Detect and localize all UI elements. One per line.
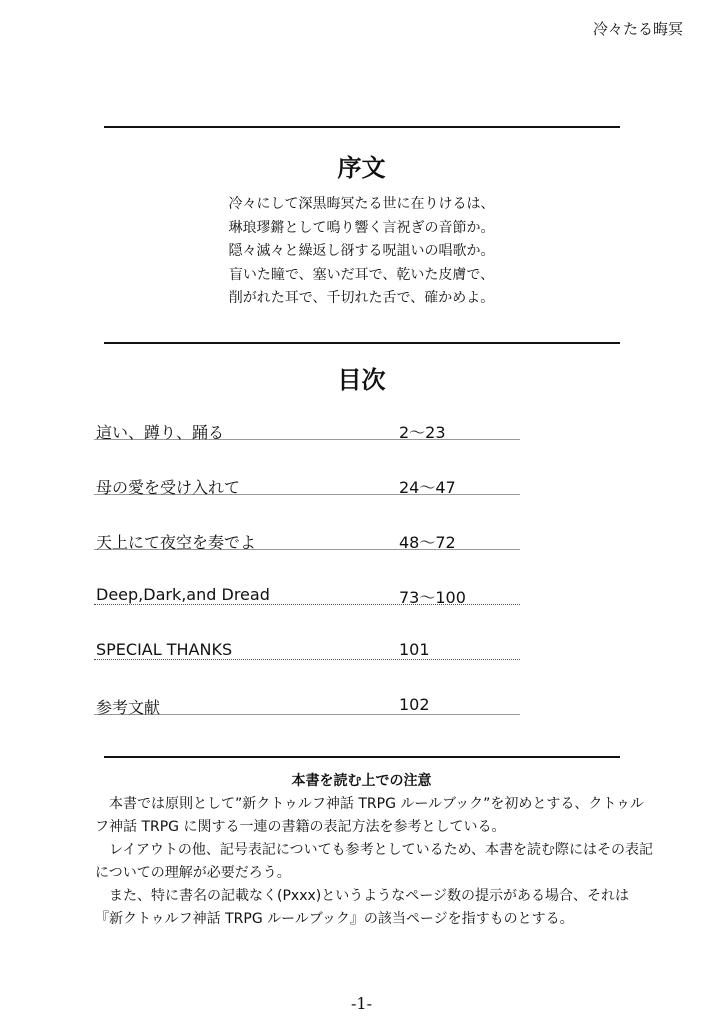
notice-paragraph: レイアウトの他、記号表記についても参考としているため、本書を読む際にはその表記についての理解が必要だろう。 [95,842,654,881]
toc-entry-title: Deep,Dark,and Dread [96,585,270,604]
toc-title: 目次 [337,366,386,394]
toc-entry-pages: 101 [399,640,430,659]
toc-entry-pages: 2～23 [399,423,446,442]
toc-entry[interactable] [94,640,520,695]
running-title: 冷々たる晦冥 [592,20,683,38]
toc-entry[interactable] [94,420,520,475]
divider [104,756,620,758]
notice-title: 本書を読む上での注意 [291,773,432,789]
toc-entry-title: 天上にて夜空を奏でよ [96,533,257,552]
poem-line: 冷々にして深黒晦冥たる世に在りけるは、 [228,196,495,212]
poem-line: 削がれた耳で、千切れた舌で、確かめよ。 [228,290,495,306]
notice-paragraph: また、特に書名の記載なく(Pxxx)というようなページ数の提示がある場合、それは『新クトゥルフ神話 TRPG ルールブック』の該当ページを指すものとする。 [95,888,629,927]
toc-entry-title: SPECIAL THANKS [96,640,233,659]
toc-entry[interactable] [94,530,520,585]
toc-entry-pages: 73～100 [399,588,466,607]
notice-body [95,793,655,931]
poem-line: 盲いた瞳で、塞いだ耳で、乾いた皮膚で、 [228,266,495,283]
poem-line: 隠々滅々と繰返し谺する呪詛いの唱歌か。 [228,243,495,259]
toc-entry-pages: 24～47 [399,478,456,497]
toc-entry-title: 這い、蹲り、踊る [96,423,225,442]
preface-poem [0,193,723,311]
leader-line [94,659,520,660]
poem-line: 琳琅璆鏘として鳴り響く言祝ぎの音節か。 [228,219,495,236]
divider [104,126,620,128]
page-number: -1- [351,994,372,1013]
toc-entry[interactable] [94,585,520,640]
toc-entry-pages: 48～72 [399,533,456,552]
toc-entry-title: 参考文献 [96,698,161,717]
divider [104,342,620,344]
table-of-contents [94,420,520,750]
notice-paragraph: 本書では原則として”新クトゥルフ神話 TRPG ルールブック”を初めとする、クトゥルフ神話 TRPG に関する一連の書籍の表記方法を参考としている。 [95,796,645,835]
toc-entry[interactable] [94,695,520,750]
toc-entry-title: 母の愛を受け入れて [96,478,241,497]
toc-entry-pages: 102 [399,695,430,714]
toc-entry[interactable] [94,475,520,530]
preface-title: 序文 [337,154,386,182]
